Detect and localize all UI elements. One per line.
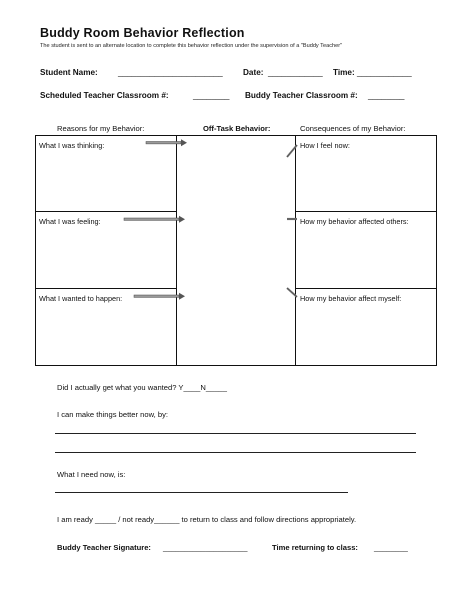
signature-label: Buddy Teacher Signature:	[57, 543, 151, 552]
cell-label-thinking: What I was thinking:	[39, 141, 105, 150]
arrow-diagonal-up-icon	[287, 145, 297, 157]
page-subtitle: The student is sent to an alternate location to complete this behavior reflection under the supervision of a "Buddy Teacher"	[40, 43, 343, 49]
page-title: Buddy Room Behavior Reflection	[40, 26, 245, 40]
scheduled-classroom-label: Scheduled Teacher Classroom #:	[40, 91, 169, 100]
answer-line-need-now[interactable]	[55, 492, 348, 493]
cell-label-affected-others: How my behavior affected others:	[300, 217, 409, 226]
student-name-label: Student Name:	[40, 68, 98, 77]
time-label: Time:	[333, 68, 355, 77]
cell-label-feeling: What I was feeling:	[39, 217, 101, 226]
date-label: Date:	[243, 68, 264, 77]
answer-line-make-better-1[interactable]	[55, 433, 416, 434]
question-make-better: I can make things better now, by:	[57, 410, 169, 419]
column-heading-offtask: Off-Task Behavior:	[203, 124, 271, 133]
question-need-now: What I need now, is:	[57, 470, 126, 479]
arrow-right-icon	[134, 293, 185, 300]
time-field[interactable]: ____________	[357, 68, 412, 77]
arrow-overlay	[35, 135, 437, 366]
answer-line-make-better-2[interactable]	[55, 452, 416, 453]
buddy-classroom-field[interactable]: ________	[368, 91, 405, 100]
buddy-classroom-label: Buddy Teacher Classroom #:	[245, 91, 358, 100]
date-field[interactable]: ____________	[268, 68, 323, 77]
time-returning-field[interactable]: ________	[374, 543, 408, 552]
student-name-field[interactable]: _______________________	[118, 68, 223, 77]
scheduled-classroom-field[interactable]: ________	[193, 91, 230, 100]
reflection-grid	[35, 135, 437, 366]
column-heading-consequences: Consequences of my Behavior:	[300, 124, 406, 133]
statement-ready: I am ready _____ / not ready______ to return to class and follow directions appropriately.	[57, 515, 357, 524]
arrow-right-icon	[124, 216, 185, 223]
cell-label-affected-self: How my behavior affect myself:	[300, 294, 402, 303]
question-got-what-wanted: Did I actually get what you wanted? Y____N_____	[57, 383, 227, 392]
column-heading-reasons: Reasons for my Behavior:	[57, 124, 145, 133]
arrow-diagonal-down-icon	[287, 288, 297, 297]
arrow-right-icon	[146, 139, 187, 146]
cell-label-feel-now: How I feel now:	[300, 141, 350, 150]
cell-label-wanted: What I wanted to happen:	[39, 294, 123, 303]
signature-field[interactable]: ____________________	[163, 543, 248, 552]
time-returning-label: Time returning to class:	[272, 543, 358, 552]
